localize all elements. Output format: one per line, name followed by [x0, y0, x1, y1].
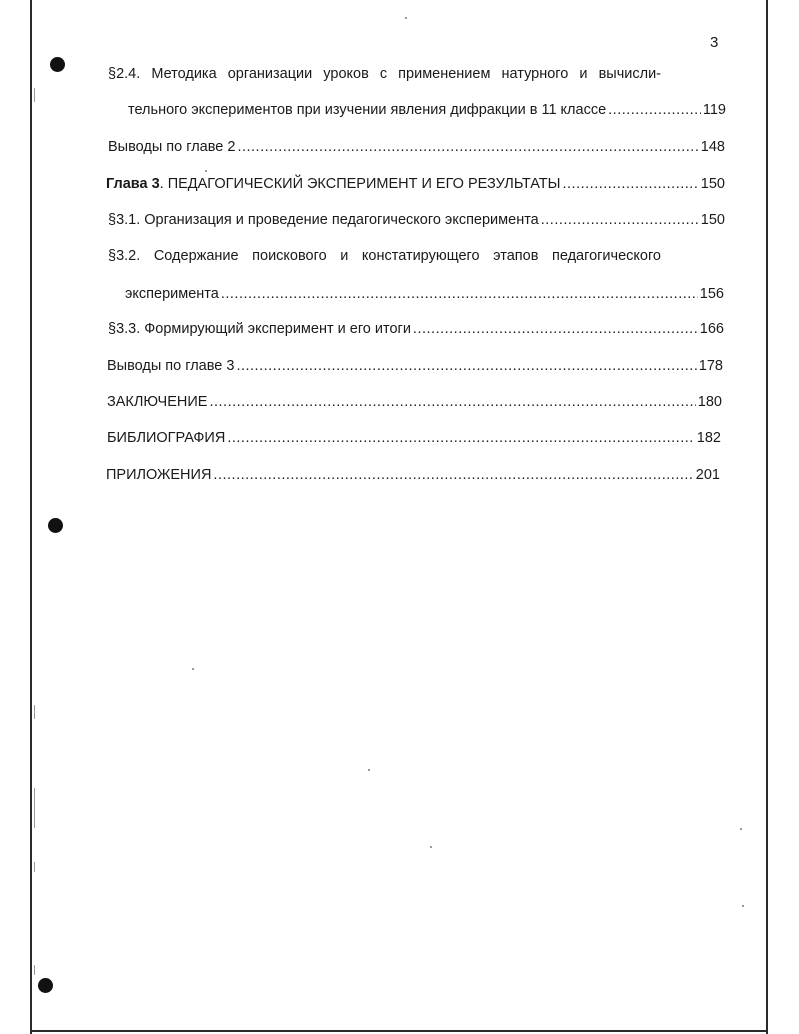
- toc-leader-dots: [563, 174, 699, 194]
- toc-entry-chapter-3: [106, 174, 725, 194]
- toc-entry-2-4: [128, 100, 726, 120]
- toc-entry-label: БИБЛИОГРАФИЯ: [107, 430, 226, 446]
- scan-scratch: [34, 88, 35, 102]
- toc-entry-label: [106, 174, 561, 194]
- toc-leader-dots: [227, 428, 694, 448]
- toc-leader-dots: [541, 210, 699, 230]
- toc-entry-2-4-line1: §2.4. Методика организации уроков с применением натурного и вычисли-: [108, 66, 661, 82]
- toc-entry-label: Выводы по главе 3: [107, 358, 235, 374]
- scan-scratch: [34, 788, 35, 828]
- toc-entry-conclusions-ch2: [108, 137, 725, 157]
- toc-entry-3-2-line1: §3.2. Содержание поискового и констатирующего этапов педагогического: [108, 248, 661, 264]
- chapter-title: . ПЕДАГОГИЧЕСКИЙ ЭКСПЕРИМЕНТ И ЕГО РЕЗУЛЬТАТЫ: [159, 176, 561, 192]
- punch-hole-top: [50, 57, 65, 72]
- scan-scratch: [34, 965, 35, 975]
- toc-entry-bibliography: [107, 428, 721, 448]
- page-border-right: [766, 0, 768, 1034]
- toc-entry-label: §3.1. Организация и проведение педагогического эксперимента: [108, 212, 539, 228]
- toc-entry-page: 201: [695, 467, 720, 483]
- toc-entry-conclusion: [107, 392, 722, 412]
- scan-scratch: [34, 862, 35, 872]
- toc-entry-page: 156: [699, 286, 724, 302]
- toc-entry-label: тельного экспериментов при изучении явления дифракции в 11 классе: [128, 102, 607, 118]
- chapter-prefix: Глава 3: [106, 176, 160, 192]
- toc-leader-dots: [236, 356, 696, 376]
- scan-speck: [740, 828, 742, 830]
- toc-entry-label: эксперимента: [125, 286, 219, 302]
- page-border-left: [30, 0, 32, 1034]
- toc-entry-label: Выводы по главе 2: [108, 139, 236, 155]
- page-border-bottom: [30, 1030, 768, 1032]
- toc-entry-page: 178: [698, 358, 723, 374]
- toc-entry-conclusions-ch3: [107, 356, 723, 376]
- toc-leader-dots: [213, 465, 693, 485]
- toc-entry-label: ЗАКЛЮЧЕНИЕ: [107, 394, 208, 410]
- punch-hole-middle: [48, 518, 63, 533]
- toc-entry-page: 166: [699, 321, 724, 337]
- scan-speck: [192, 668, 194, 670]
- toc-entry-page: 119: [702, 102, 726, 118]
- toc-entry-appendices: [106, 465, 720, 485]
- toc-entry-label: ПРИЛОЖЕНИЯ: [106, 467, 212, 483]
- toc-leader-dots: [209, 392, 695, 412]
- scan-speck: [368, 769, 370, 771]
- toc-leader-dots: [413, 319, 698, 339]
- toc-entry-page: 150: [700, 176, 725, 192]
- toc-leader-dots: [237, 137, 698, 157]
- toc-entry-page: 150: [700, 212, 725, 228]
- scan-speck: [405, 17, 407, 19]
- scan-speck: [205, 170, 207, 172]
- toc-entry-3-1: [108, 210, 725, 230]
- toc-entry-page: 180: [697, 394, 722, 410]
- page-number: 3: [710, 34, 719, 51]
- toc-entry-3-3: [108, 319, 724, 339]
- toc-entry-3-2: [125, 284, 724, 304]
- scan-speck: [742, 905, 744, 907]
- toc-entry-page: 182: [696, 430, 721, 446]
- toc-leader-dots: [608, 100, 701, 120]
- scan-speck: [430, 846, 432, 848]
- punch-hole-bottom: [38, 978, 53, 993]
- toc-entry-label: §3.3. Формирующий эксперимент и его итоги: [108, 321, 411, 337]
- toc-entry-page: 148: [700, 139, 725, 155]
- scan-scratch: [34, 705, 35, 719]
- toc-leader-dots: [221, 284, 698, 304]
